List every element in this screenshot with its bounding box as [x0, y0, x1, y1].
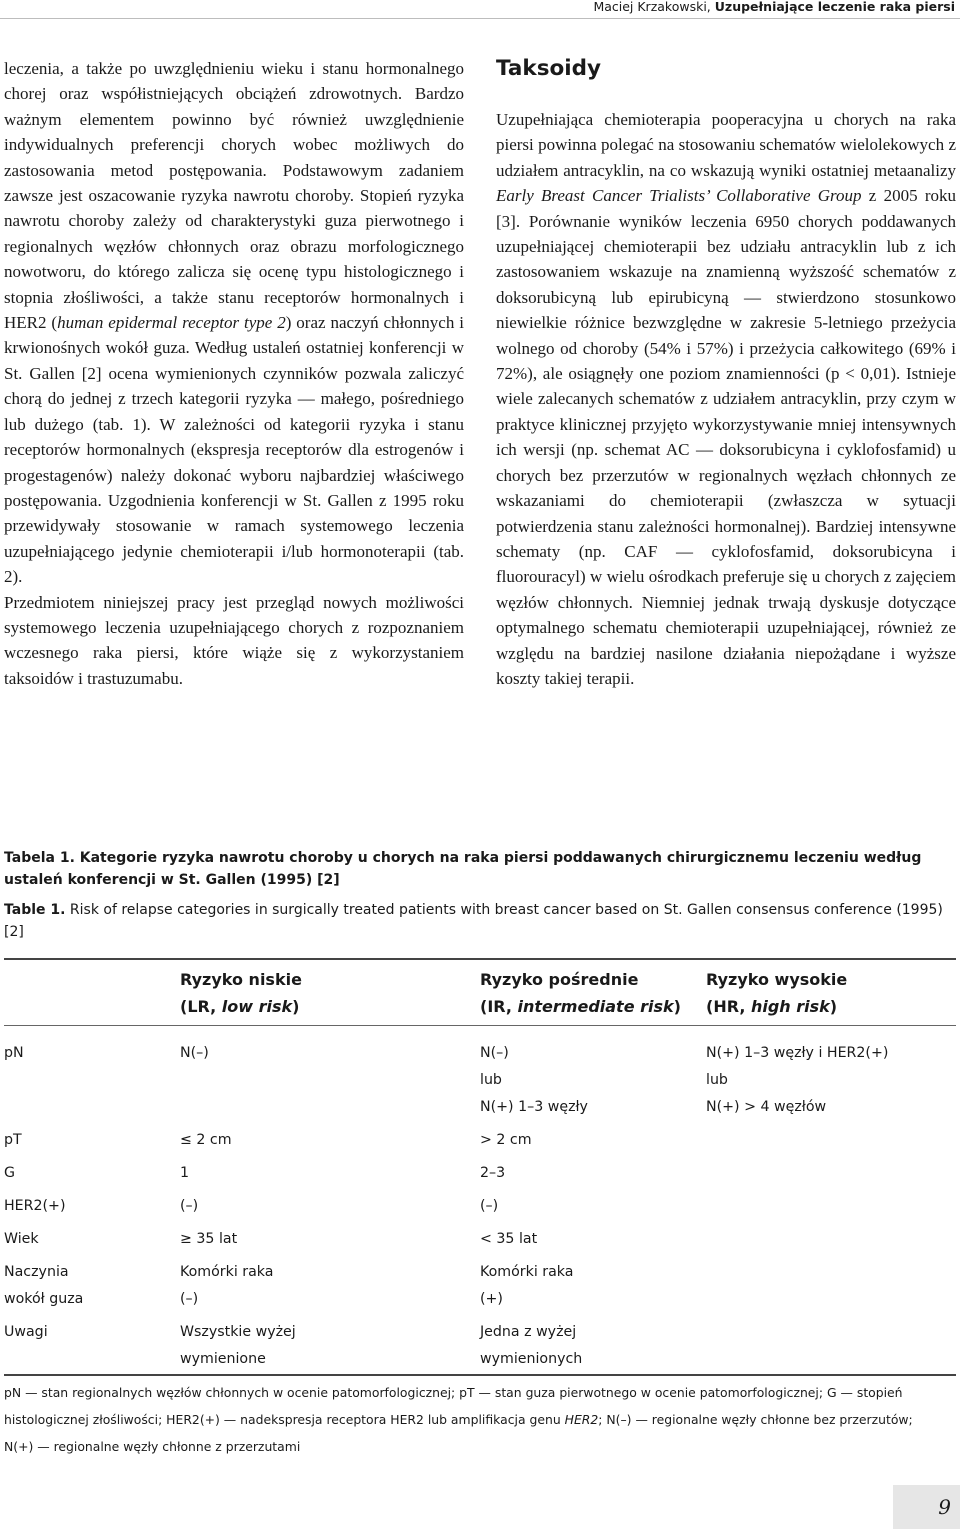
row-pn-intermediate-1: N(–) — [480, 1045, 509, 1061]
row-wiek-intermediate: < 35 lat — [480, 1231, 538, 1247]
table-note-line2 — [4, 1406, 956, 1433]
right-paragraph-text-a: Uzupełniająca chemioterapia pooperacyjna u chorych na raka piersi powinna polegać na stosowaniu schematów wielolekowych z udziałem antracyklin, na co wskazują wyniki ostatniej metaanalizy — [496, 110, 956, 180]
row-pn-high-1: N(+) 1–3 węzły i HER2(+) — [706, 1045, 889, 1061]
page-number-box — [893, 1485, 960, 1529]
left-paragraph-1 — [4, 56, 464, 590]
row-g-low: 1 — [180, 1165, 190, 1181]
running-header — [0, 0, 960, 18]
row-pt-low: ≤ 2 cm — [180, 1132, 232, 1148]
header-high-line2 — [706, 993, 837, 1020]
row-pt-intermediate: > 2 cm — [480, 1132, 532, 1148]
header-text — [593, 0, 955, 14]
header-intermediate-line1: Ryzyko pośrednie — [480, 970, 639, 989]
row-pt-label: pT — [4, 1132, 22, 1148]
table-rule-mid — [4, 1025, 956, 1026]
row-her2-intermediate: (–) — [480, 1198, 499, 1214]
table-note-line2-italic: HER2 — [564, 1412, 599, 1427]
row-uwagi-low-1: Wszystkie wyżej — [180, 1324, 296, 1340]
header-low-italic: low risk — [221, 997, 293, 1016]
header-intermediate-italic: intermediate risk — [517, 997, 674, 1016]
header-high-italic: high risk — [750, 997, 830, 1016]
page-number: 9 — [938, 1495, 951, 1519]
row-g-label: G — [4, 1165, 15, 1181]
row-uwagi-label: Uwagi — [4, 1324, 48, 1340]
header-low-line1: Ryzyko niskie — [180, 970, 302, 989]
table-caption-en-text: Risk of relapse categories in surgically treated patients with breast cancer based on St. Gallen consensus conference (1995) [2] — [4, 902, 943, 940]
row-naczynia-label-1: Naczynia — [4, 1264, 69, 1280]
header-title: Uzupełniające leczenie raka piersi — [714, 0, 955, 14]
row-her2-low: (–) — [180, 1198, 199, 1214]
row-pn-high-3: N(+) > 4 węzłów — [706, 1099, 827, 1115]
table-note-line3: N(+) — regionalne węzły chłonne z przerzutami — [4, 1439, 301, 1454]
header-intermediate-line2 — [480, 993, 681, 1020]
header-low-suffix: ) — [292, 997, 300, 1016]
left-paragraph-1-text-b: ) oraz naczyń chłonnych i krwionośnych wokół guza. Według ustaleń ostatniej konferencji w St. Gallen [2] ocena wymienionych czynników pozwala zaliczyć chorą do jednej z trzech kategorii ryzyka — małego, pośredniego lub dużego (tab. 1). W zależności od kategorii ryzyka i stanu receptorów hormonalnych (ekspresja receptorów dla estrogenów i progestagenów) należy dokonać wyboru najbardziej właściwego postępowania. Uzgodnienia konferencji w St. Gallen z 1995 roku przewidywały stosowanie w ramach systemowego leczenia uzupełniającego jedynie chemioterapii i/lub hormonoterapii (tab. 2). — [4, 313, 464, 587]
table-rule-bottom — [4, 1374, 956, 1376]
table-caption-pl: Tabela 1. Kategorie ryzyka nawrotu choroby u chorych na raka piersi poddawanych chirurgicznemu leczeniu według ustaleń konferencji w St. Gallen (1995) [2] — [4, 850, 922, 888]
row-pn-high-2: lub — [706, 1072, 728, 1088]
header-high-line1: Ryzyko wysokie — [706, 970, 848, 989]
header-intermediate-suffix: ) — [673, 997, 681, 1016]
row-uwagi-intermediate-2: wymienionych — [480, 1351, 583, 1367]
row-uwagi-intermediate-1: Jedna z wyżej — [480, 1324, 577, 1340]
header-divider — [0, 18, 960, 19]
section-heading-taksoidy: Taksoidy — [496, 56, 602, 81]
row-her2-label: HER2(+) — [4, 1198, 66, 1214]
right-paragraph — [496, 107, 956, 691]
header-high-suffix: ) — [829, 997, 838, 1016]
row-pn-intermediate-2: lub — [480, 1072, 502, 1088]
row-wiek-low: ≥ 35 lat — [180, 1231, 238, 1247]
right-paragraph-italic: Early Breast Cancer Trialists’ Collaborative Group — [496, 186, 862, 206]
row-uwagi-low-2: wymienione — [180, 1351, 266, 1367]
row-wiek-label: Wiek — [4, 1231, 39, 1247]
left-paragraph-1-text-a: leczenia, a także po uwzględnieniu wieku i stanu hormonalnego chorej oraz współistniejących obciążeń zdrowotnych. Bardzo ważnym elementem powinno być również uwzględnienie indywidualnych preferencji chorych wobec możliwych do zastosowania metod postępowania. Podstawowym zadaniem zawsze jest oszacowanie ryzyka nawrotu choroby. Stopień ryzyka nawrotu choroby zależy od charakterystyki guza pierwotnego i regionalnych węzłów chłonnych oraz obrazu morfologicznego nowotworu, do którego zalicza się ocenę typu histologicznego i stopnia złośliwości, a także stanu receptorów hormonalnych i HER2 ( — [4, 59, 464, 333]
left-paragraph-2: Przedmiotem niniejszej pracy jest przegląd nowych możliwości systemowego leczenia uzupełniającego chorych z rozpoznaniem wczesnego raka piersi, które wiąże się z wykorzystaniem taksoidów i trastuzumabu. — [4, 592, 464, 688]
left-column — [4, 56, 464, 691]
right-column — [496, 107, 956, 691]
row-naczynia-label-2: wokół guza — [4, 1291, 84, 1307]
row-naczynia-low-2: (–) — [180, 1291, 199, 1307]
header-author: Maciej Krzakowski, — [593, 0, 711, 14]
table-note-line2-b: ; N(–) — regionalne węzły chłonne bez przerzutów; — [598, 1412, 913, 1427]
row-naczynia-intermediate-1: Komórki raka — [480, 1264, 574, 1280]
header-intermediate-prefix: (IR, — [480, 997, 518, 1016]
row-g-intermediate: 2–3 — [480, 1165, 506, 1181]
table-note-line1: pN — stan regionalnych węzłów chłonnych w ocenie patomorfologicznej; pT — stan guza pierwotnego w ocenie patomorfologicznej; G — stopień — [4, 1385, 903, 1400]
left-paragraph-1-italic: human epidermal receptor type 2 — [57, 313, 286, 333]
row-pn-label: pN — [4, 1045, 24, 1061]
right-paragraph-text-b: z 2005 roku [3]. Porównanie wyników leczenia 6950 chorych poddawanych uzupełniającej chemioterapii bez udziału antracyklin lub z ich zastosowaniem wskazuje na znamienną wyższość schematów z doksorubicyną lub epirubicyną — stwierdzono stosunkowo niewielkie różnice bezwzględne w zakresie 5-letniego przeżycia wolnego od choroby (54% i 57%) i przeżycia całkowitego (69% i 72%), ale osiągnęły one poziom znamienności (p < 0,01). Istnieje wiele zalecanych schematów z udziałem antracyklin, przy czym w praktyce klinicznej przyjęto wykorzystywanie mniej intensywnych ich wersji (np. schemat AC — doksorubicyna i cyklofosfamid) u chorych bez przerzutów w regionalnych węzłach chłonnych ze wskazaniami do chemioterapii (zwłaszcza w sytuacji potwierdzenia stanu zależności hormonalnej). Bardziej intensywne schematy (np. CAF — cyklofosfamid, doksorubicyna i fluorouracyl) w wielu ośrodkach preferuje się u chorych z zajęciem węzłów chłonnych. Niemniej jednak trwają dyskusje dotyczące optymalnego schematu chemioterapii uzupełniającej, również ze względu na bardziej nasilone działania niepożądane i wyższe koszty takiej terapii. — [496, 186, 956, 688]
table-caption-en — [4, 899, 956, 943]
header-low-prefix: (LR, — [180, 997, 222, 1016]
table-note-line2-a: histologicznej złośliwości; HER2(+) — nadekspresja receptora HER2 lub amplifikacja genu — [4, 1412, 565, 1427]
header-high-prefix: (HR, — [706, 997, 751, 1016]
row-naczynia-low-1: Komórki raka — [180, 1264, 274, 1280]
table-caption-en-label: Table 1. — [4, 902, 66, 918]
table-rule-top — [4, 958, 956, 960]
header-low-line2 — [180, 993, 299, 1020]
row-naczynia-intermediate-2: (+) — [480, 1291, 503, 1307]
row-pn-low: N(–) — [180, 1045, 209, 1061]
row-pn-intermediate-3: N(+) 1–3 węzły — [480, 1099, 588, 1115]
